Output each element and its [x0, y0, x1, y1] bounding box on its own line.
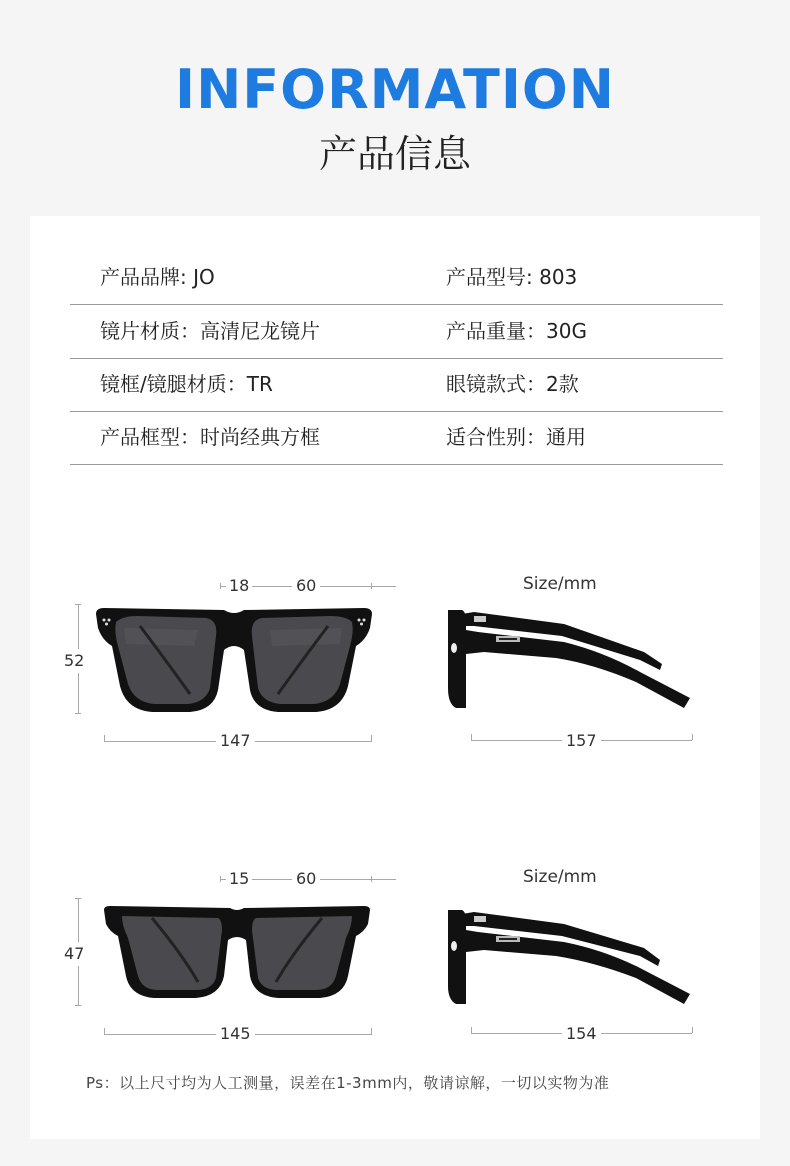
- sunglasses-side-icon: [444, 908, 694, 1004]
- spec-model: 产品型号: 803: [446, 265, 578, 289]
- size-unit-label: Size/mm: [523, 574, 597, 594]
- spec-frame-material: 镜框/镜腿材质：TR: [100, 372, 273, 396]
- spec-styles: 眼镜款式：2款: [446, 372, 579, 396]
- sunglasses-front-icon: [102, 904, 372, 1000]
- temple-length-label: 154: [562, 1024, 601, 1044]
- lens-height-label: 52: [64, 649, 84, 673]
- sunglasses-side-icon: [444, 608, 694, 708]
- spec-row: [70, 251, 723, 305]
- page-title: INFORMATION: [174, 58, 616, 121]
- spec-row: [70, 305, 723, 359]
- temple-length-label: 157: [562, 731, 601, 751]
- lens-width-label: 60: [292, 576, 320, 596]
- measurement-note: Ps：以上尺寸均为人工测量，误差在1-3mm内，敬请谅解，一切以实物为准: [86, 1074, 610, 1092]
- frame-width-label: 145: [216, 1024, 255, 1044]
- sunglasses-front-icon: [94, 606, 374, 716]
- spec-frame-shape: 产品框型：时尚经典方框: [100, 425, 320, 449]
- bridge-width-label: 15: [226, 869, 252, 889]
- spec-brand: 产品品牌: JO: [100, 265, 215, 289]
- spec-row: [70, 411, 723, 465]
- spec-lens-material: 镜片材质：高清尼龙镜片: [100, 319, 320, 343]
- size-unit-label: Size/mm: [523, 867, 597, 887]
- bridge-width-label: 18: [226, 576, 252, 596]
- lens-width-label: 60: [292, 869, 320, 889]
- page-subtitle: 产品信息: [318, 132, 471, 176]
- spec-weight: 产品重量：30G: [446, 319, 587, 343]
- spec-gender: 适合性别：通用: [446, 425, 586, 449]
- info-card: [30, 216, 760, 1139]
- spec-row: [70, 358, 723, 412]
- frame-width-label: 147: [216, 731, 255, 751]
- lens-height-label: 47: [64, 942, 84, 966]
